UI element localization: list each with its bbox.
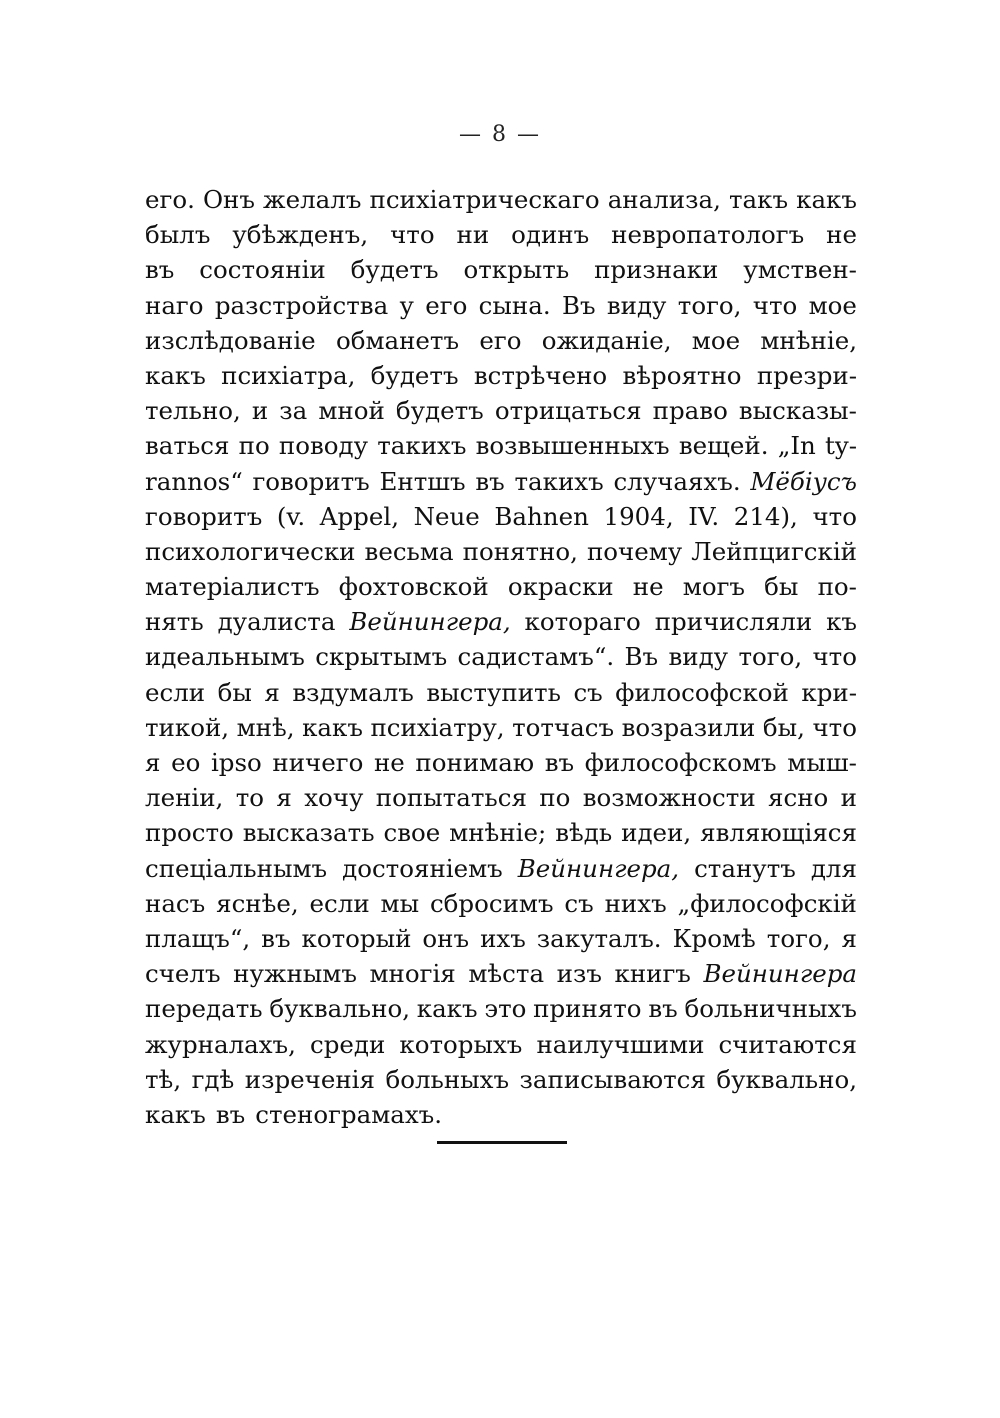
- word: вещей.: [678, 431, 769, 461]
- word: изслѣдованіе: [145, 325, 316, 355]
- word: съ: [564, 888, 594, 918]
- word: мнѣ,: [236, 712, 295, 742]
- word: нужнымъ: [233, 959, 357, 989]
- word: открыть: [463, 255, 570, 285]
- word: котораго: [524, 607, 641, 637]
- italic-word: Вейнингера,: [517, 853, 680, 883]
- word: фохтовской: [338, 572, 489, 602]
- word: гдѣ: [191, 1064, 235, 1094]
- word: будетъ: [370, 360, 459, 390]
- word: съ: [573, 677, 603, 707]
- word: больныхъ: [385, 1064, 510, 1094]
- word: виду: [606, 290, 667, 320]
- word: Ентшъ: [379, 466, 466, 496]
- word: такихъ: [377, 431, 467, 461]
- word: въ: [648, 994, 678, 1024]
- word: одинъ: [511, 220, 590, 250]
- word: онъ: [422, 923, 470, 953]
- word: больничныхъ: [684, 994, 857, 1024]
- text-line: [145, 851, 857, 886]
- word: буквально,: [269, 994, 411, 1024]
- word: какъ: [145, 360, 206, 390]
- word: „In: [777, 431, 816, 461]
- text-line: [145, 428, 857, 463]
- word: высказы-: [738, 396, 857, 426]
- word: садистамъ“.: [457, 642, 615, 672]
- word: вздумалъ: [292, 677, 414, 707]
- word: его: [425, 290, 468, 320]
- word: журналахъ,: [145, 1029, 296, 1059]
- word: ихъ: [480, 923, 526, 953]
- word: станутъ: [694, 853, 796, 883]
- word: записываются: [519, 1064, 706, 1094]
- word: вѣдь: [555, 818, 613, 848]
- word: того,: [677, 290, 742, 320]
- page-number: — 8 —: [459, 122, 541, 147]
- word: яснѣе,: [216, 888, 299, 918]
- word: который: [301, 923, 412, 953]
- word: Лейпцигскій: [691, 536, 857, 566]
- word: нихъ: [604, 888, 667, 918]
- word: Bahnen: [494, 501, 589, 531]
- word: ipso: [210, 748, 262, 777]
- word: по: [238, 431, 270, 461]
- word: не: [632, 572, 664, 602]
- text-line: [145, 393, 857, 428]
- word: просто: [145, 818, 234, 848]
- word: почему: [586, 536, 683, 566]
- word: Appel,: [319, 501, 399, 531]
- end-rule: [437, 1141, 567, 1144]
- word: идеи,: [621, 818, 692, 848]
- word: 1904,: [603, 501, 674, 531]
- word: философской: [615, 677, 789, 707]
- word: Онъ: [202, 185, 255, 214]
- word: какъ: [302, 712, 363, 742]
- word: мы: [380, 888, 420, 918]
- word: тотчасъ: [512, 712, 615, 742]
- word: (v.: [276, 501, 306, 531]
- word: у: [399, 290, 414, 320]
- word: что: [812, 501, 857, 531]
- text-line: [145, 956, 857, 991]
- word: кри-: [801, 677, 857, 707]
- word: что: [812, 642, 857, 672]
- word: rannos“: [145, 466, 243, 496]
- text-line: [145, 815, 857, 850]
- word: то: [235, 783, 265, 813]
- word: что: [390, 220, 435, 250]
- word: за: [279, 396, 308, 426]
- word: его: [479, 325, 522, 355]
- word: разстройства: [214, 290, 389, 320]
- word: бы,: [762, 712, 805, 742]
- word: окраски: [507, 572, 614, 602]
- word: того,: [738, 642, 803, 672]
- word: счелъ: [145, 959, 221, 989]
- word: такихъ: [514, 466, 604, 496]
- word: леніи,: [145, 783, 224, 813]
- text-line: [145, 534, 857, 569]
- word: какъ: [796, 185, 857, 214]
- word: нять: [145, 607, 204, 637]
- word: сына.: [478, 290, 551, 320]
- word: философскомъ: [584, 748, 777, 777]
- word: eo: [171, 748, 201, 777]
- word: „философскій: [677, 888, 857, 918]
- text-line: [145, 358, 857, 393]
- word: мной: [318, 396, 385, 426]
- word: право: [652, 396, 728, 426]
- italic-word: Мёбіусъ: [750, 466, 857, 496]
- word: какъ: [145, 1099, 206, 1129]
- word: возразили: [621, 712, 756, 742]
- text-line: [145, 252, 857, 287]
- text-line: [145, 217, 857, 252]
- text-line: [145, 499, 857, 534]
- text-line: [145, 604, 857, 639]
- word: психологически: [145, 536, 356, 566]
- text-line: [145, 886, 857, 921]
- word: умствен-: [743, 255, 857, 285]
- italic-word: Вейнингера,: [349, 607, 511, 637]
- word: встрѣчено: [473, 360, 608, 390]
- word: буквально,: [716, 1064, 857, 1094]
- word: книгъ: [614, 959, 691, 989]
- word: что: [812, 712, 857, 742]
- word: признаки: [594, 255, 719, 285]
- word: Въ: [561, 290, 596, 320]
- word: бы: [217, 677, 252, 707]
- word: мое: [691, 325, 741, 355]
- word: отрицаться: [494, 396, 642, 426]
- word: я: [841, 923, 857, 953]
- word: возможности: [582, 783, 756, 813]
- word: будетъ: [350, 255, 439, 285]
- word: спеціальнымъ: [145, 853, 328, 883]
- word: случаяхъ.: [613, 466, 741, 496]
- word: выступить: [426, 677, 561, 707]
- word: которыхъ: [399, 1029, 523, 1059]
- word: виду: [668, 642, 729, 672]
- word: если: [145, 677, 206, 707]
- word: ваться: [145, 431, 230, 461]
- word: ясно: [768, 783, 829, 813]
- word: въ: [145, 255, 175, 285]
- word: понимаю: [415, 748, 535, 777]
- text-line: [145, 921, 857, 956]
- word: его.: [145, 185, 195, 214]
- word: состояніи: [199, 255, 326, 285]
- word: попытаться: [375, 783, 527, 813]
- word: возвышенныхъ: [475, 431, 670, 461]
- word: изъ: [556, 959, 602, 989]
- word: мыш-: [787, 748, 857, 777]
- word: принято: [533, 994, 642, 1024]
- word: психіатра,: [221, 360, 356, 390]
- text-line: [145, 323, 857, 358]
- word: тельно,: [145, 396, 241, 426]
- word: могъ: [682, 572, 745, 602]
- word: убѣжденъ,: [232, 220, 369, 250]
- word: я: [145, 748, 161, 777]
- word: дуалиста: [217, 607, 336, 637]
- word: обманетъ: [335, 325, 460, 355]
- text-line: [145, 1062, 857, 1097]
- word: мѣста: [468, 959, 545, 989]
- word: Кромѣ: [672, 923, 756, 953]
- word: я: [276, 783, 292, 813]
- word: идеальнымъ: [145, 642, 305, 672]
- word: какъ: [416, 994, 478, 1024]
- word: говоритъ: [145, 501, 263, 531]
- word: не: [826, 220, 857, 250]
- word: Neue: [413, 501, 480, 531]
- word: достояніемъ: [342, 853, 503, 883]
- word: мнѣніе,: [760, 325, 857, 355]
- word: мое: [808, 290, 857, 320]
- word: насъ: [145, 888, 206, 918]
- word: 214),: [733, 501, 798, 531]
- word: понятно,: [462, 536, 578, 566]
- word: и: [840, 783, 857, 813]
- word: матеріалистъ: [145, 572, 320, 602]
- body-text: [145, 182, 857, 1132]
- word: къ: [826, 607, 857, 637]
- text-line: [145, 745, 857, 780]
- word: и: [251, 396, 269, 426]
- italic-word: Вейнингера: [703, 959, 857, 989]
- word: психіатрическаго: [369, 185, 600, 214]
- text-line: [145, 780, 857, 815]
- word: считаются: [718, 1029, 857, 1059]
- word: стенограмахъ.: [255, 1099, 443, 1129]
- word: многія: [369, 959, 456, 989]
- word: являющіяся: [700, 818, 857, 848]
- word: ожиданіе,: [541, 325, 672, 355]
- word: не: [373, 748, 405, 777]
- text-line: [145, 182, 857, 217]
- word: скрытымъ: [315, 642, 448, 672]
- word: наго: [145, 290, 204, 320]
- word: если: [309, 888, 370, 918]
- word: въ: [261, 923, 291, 953]
- word: презри-: [756, 360, 857, 390]
- word: невропатологъ: [611, 220, 805, 250]
- word: я: [264, 677, 280, 707]
- word: тикой,: [145, 712, 230, 742]
- word: Въ: [624, 642, 659, 672]
- word: мнѣніе;: [449, 818, 547, 848]
- word: бы: [764, 572, 799, 602]
- word: говоритъ: [252, 466, 370, 496]
- word: высказать: [242, 818, 375, 848]
- word: что: [752, 290, 798, 320]
- word: въ: [475, 466, 505, 496]
- word: свое: [383, 818, 441, 848]
- word: того,: [766, 923, 831, 953]
- text-line: [145, 639, 857, 674]
- text-line: [145, 710, 857, 745]
- word: по: [539, 783, 571, 813]
- word: по-: [817, 572, 857, 602]
- text-line: [145, 569, 857, 604]
- word: такъ: [728, 185, 789, 214]
- word: изреченія: [244, 1064, 375, 1094]
- word: ничего: [272, 748, 364, 777]
- word: для: [810, 853, 857, 883]
- word: анализа,: [607, 185, 721, 214]
- text-line: [145, 675, 857, 710]
- word: наилучшими: [536, 1029, 705, 1059]
- word: закуталъ.: [536, 923, 662, 953]
- word: ни: [456, 220, 490, 250]
- word: будетъ: [395, 396, 484, 426]
- word: хочу: [304, 783, 364, 813]
- word: психіатру,: [370, 712, 505, 742]
- word: IV.: [688, 501, 720, 531]
- text-line: [145, 464, 857, 499]
- text-line: [145, 991, 857, 1026]
- word: желалъ: [263, 185, 362, 214]
- text-line: [145, 288, 857, 323]
- word: причисляли: [654, 607, 813, 637]
- word: сбросимъ: [429, 888, 554, 918]
- word: среди: [310, 1029, 386, 1059]
- word: въ: [544, 748, 575, 777]
- word: ty-: [825, 431, 857, 461]
- word: въ: [215, 1099, 246, 1129]
- text-line: [145, 1027, 857, 1062]
- word: вѣроятно: [622, 360, 742, 390]
- word: плащъ“,: [145, 923, 251, 953]
- word: весьма: [364, 536, 454, 566]
- word: поводу: [278, 431, 369, 461]
- text-line: [145, 1097, 857, 1132]
- word: передать: [145, 994, 263, 1024]
- word: это: [484, 994, 527, 1024]
- word: тѣ,: [145, 1064, 182, 1094]
- word: былъ: [145, 220, 211, 250]
